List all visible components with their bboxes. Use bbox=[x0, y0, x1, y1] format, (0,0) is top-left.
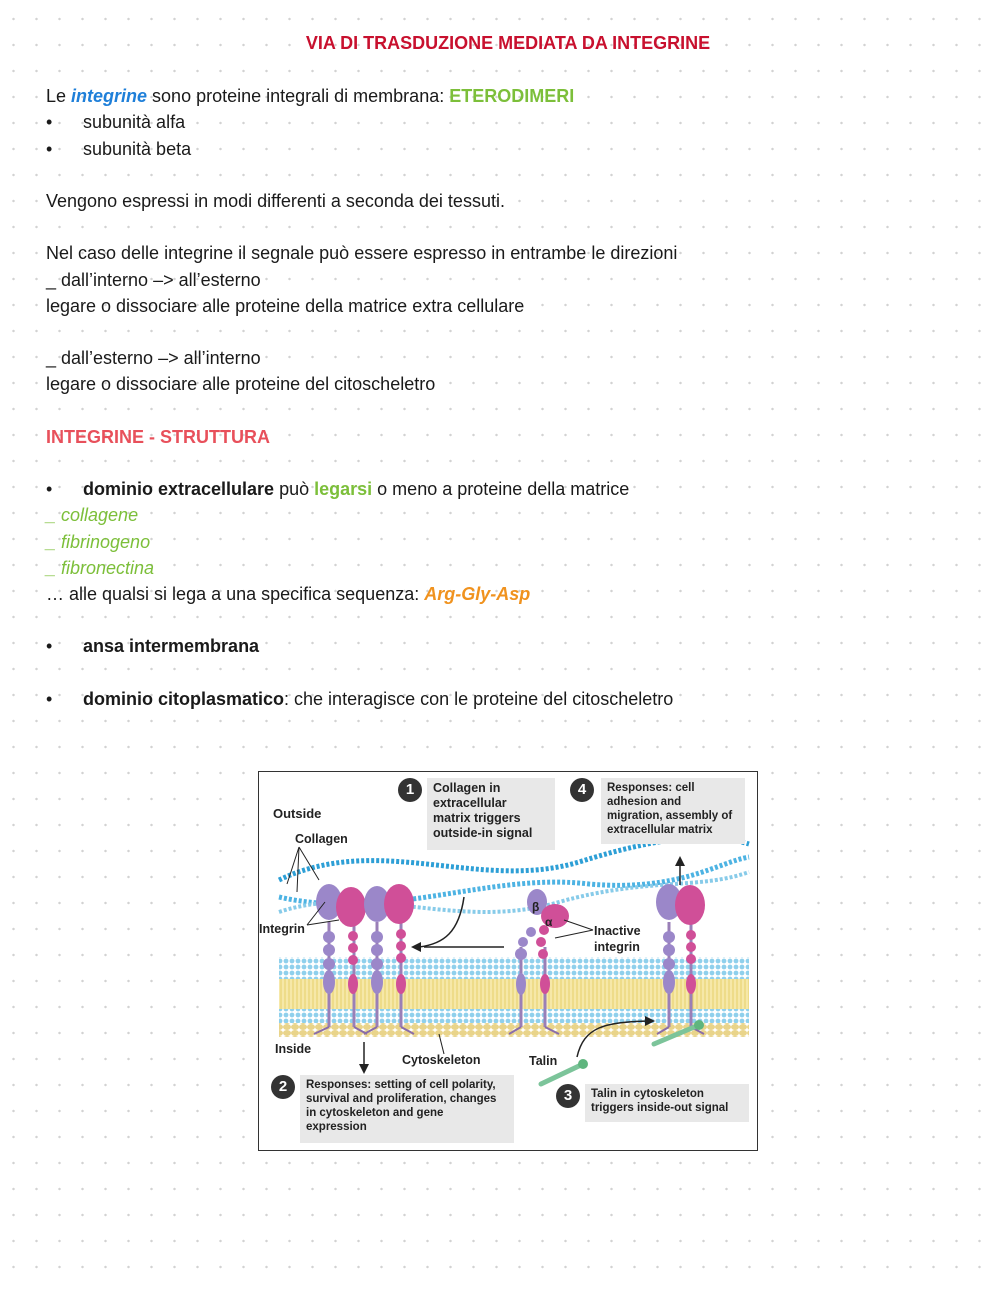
step-text: triggers inside-out signal bbox=[591, 1102, 729, 1114]
step-3-box bbox=[585, 1084, 749, 1122]
step-text: adhesion and bbox=[607, 796, 682, 808]
label-beta: β bbox=[532, 900, 540, 914]
domain-text bbox=[83, 478, 629, 500]
domain2-bold: ansa intermembrana bbox=[83, 636, 260, 656]
bullet: • bbox=[46, 139, 53, 159]
step-2-box bbox=[300, 1075, 514, 1143]
sequence-text: … alle qualsi si lega a una specifica sequenza: bbox=[46, 584, 425, 604]
step-text: migration, assembly of bbox=[607, 810, 733, 822]
step-number: 4 bbox=[570, 778, 594, 802]
domain-text bbox=[83, 688, 673, 710]
domain1-mid: può bbox=[274, 479, 315, 499]
sequence-line bbox=[46, 583, 530, 605]
sequence-value: Arg-Gly-Asp bbox=[424, 584, 531, 604]
direction-intro: Nel caso delle integrine il segnale può essere espresso in entrambe le direzioni bbox=[46, 243, 678, 263]
intro-middle: sono proteine integrali di membrana: bbox=[147, 86, 450, 106]
label-outside: Outside bbox=[273, 806, 322, 821]
page-title: VIA DI TRASDUZIONE MEDIATA DA INTEGRINE bbox=[305, 33, 711, 53]
step-text: Responses: setting of cell polarity, bbox=[306, 1079, 496, 1091]
bullet: • bbox=[46, 636, 53, 656]
step-text: in cytoskeleton and gene bbox=[306, 1107, 444, 1119]
subunit-text: subunità alfa bbox=[83, 112, 186, 132]
inside-out-heading: _ dall’interno –> all’esterno bbox=[46, 270, 261, 290]
step-text: matrix triggers bbox=[433, 811, 521, 825]
subunit-text: subunità beta bbox=[83, 139, 192, 159]
step-text: Responses: cell bbox=[607, 782, 695, 794]
domain1-bold: dominio extracellulare bbox=[83, 479, 275, 499]
domain1-rest: o meno a proteine della matrice bbox=[372, 479, 630, 499]
ligand-item: _ fibrinogeno bbox=[46, 532, 151, 552]
step-number: 3 bbox=[556, 1084, 580, 1108]
domain1-green: legarsi bbox=[314, 479, 373, 499]
label-alpha: α bbox=[545, 915, 553, 929]
bullet: • bbox=[46, 112, 53, 132]
inside-out-text: legare o dissociare alle proteine della matrice extra cellulare bbox=[46, 296, 525, 316]
bullet: • bbox=[46, 479, 53, 499]
intro-prefix: Le bbox=[46, 86, 72, 106]
step-number: 2 bbox=[271, 1075, 295, 1099]
label-collagen: Collagen bbox=[295, 832, 348, 846]
ligand-item: _ collagene bbox=[46, 505, 139, 525]
step-1-box bbox=[427, 778, 555, 850]
integrin-signaling-figure bbox=[258, 771, 758, 1151]
domain3-bold: dominio citoplasmatico bbox=[83, 689, 285, 709]
ligand-item: _ fibronectina bbox=[46, 558, 155, 578]
step-text: survival and proliferation, changes bbox=[306, 1093, 497, 1105]
expression-text: Vengono espressi in modi differenti a seconda dei tessuti. bbox=[46, 191, 505, 211]
step-text: extracellular bbox=[433, 796, 507, 810]
label-inactive: Inactive bbox=[594, 924, 641, 938]
outside-in-text: legare o dissociare alle proteine del citoscheletro bbox=[46, 374, 436, 394]
membrane-inner-layer bbox=[279, 1009, 749, 1023]
outside-in-heading: _ dall’esterno –> all’interno bbox=[46, 348, 261, 368]
step-text: Talin in cytoskeleton bbox=[591, 1088, 704, 1100]
intro-term: integrine bbox=[71, 86, 148, 106]
step-text: Collagen in bbox=[433, 781, 501, 795]
label-integrin: Integrin bbox=[259, 922, 305, 936]
step-text: expression bbox=[306, 1121, 367, 1133]
label-inactive-integrin: integrin bbox=[594, 940, 640, 954]
step-number: 1 bbox=[398, 778, 422, 802]
intro-line bbox=[46, 85, 574, 107]
label-cytoskeleton: Cytoskeleton bbox=[402, 1053, 481, 1067]
label-talin: Talin bbox=[529, 1054, 558, 1068]
bullet: • bbox=[46, 689, 53, 709]
label-inside: Inside bbox=[275, 1042, 312, 1056]
intro-highlight: ETERODIMERI bbox=[449, 86, 575, 106]
step-text: extracellular matrix bbox=[607, 824, 713, 836]
step-text: outside-in signal bbox=[433, 826, 533, 840]
structure-heading: INTEGRINE - STRUTTURA bbox=[46, 427, 270, 447]
domain3-rest: : che interagisce con le proteine del citoscheletro bbox=[284, 689, 674, 709]
step-4-box bbox=[601, 778, 745, 844]
